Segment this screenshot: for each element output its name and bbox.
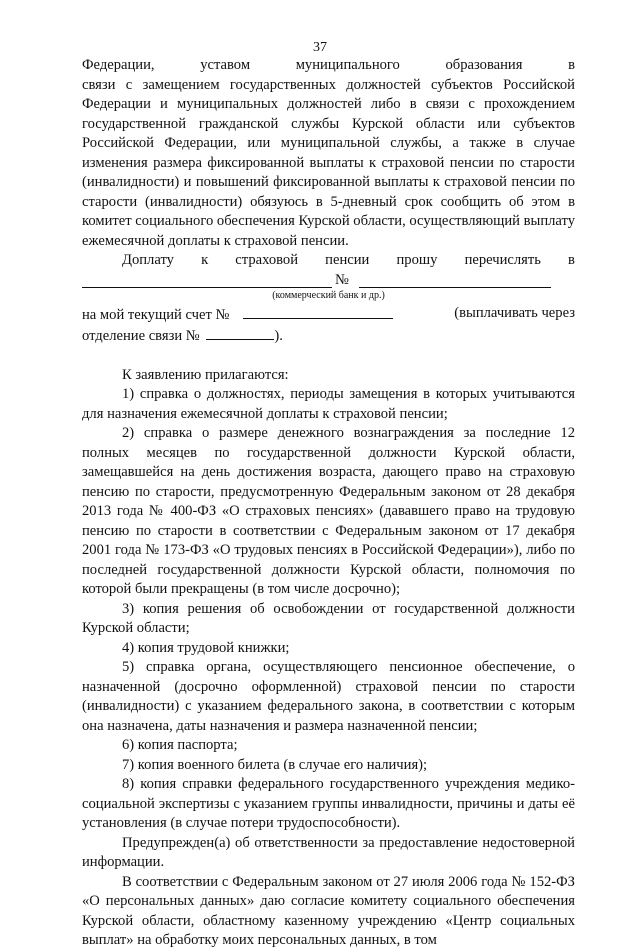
document-body (82, 56, 575, 951)
bank-number-field[interactable] (359, 271, 551, 288)
post-office-label: отделение связи № (82, 328, 200, 344)
paragraph-first-line (82, 56, 575, 76)
word: уставом (200, 57, 251, 73)
word: образования (445, 57, 523, 73)
bank-name-field[interactable] (82, 271, 332, 288)
attachment-item-5: 5) справка органа, осуществляющего пенсионное обеспечение, о назначенной (досрочно оформленной) страховой пенсии по старости (инвалидности) с указанием федерального закона, в соответствии с которым она назначена, даты назначения и размера назначенной пенсии; (82, 659, 575, 734)
attachment-item-7: 7) копия военного билета (в случае его наличия); (122, 756, 428, 773)
account-number-field[interactable] (243, 304, 393, 319)
attachment-item-4: 4) копия трудовой книжки; (122, 639, 290, 656)
post-office-field[interactable] (206, 325, 274, 340)
word: Доплату (122, 252, 174, 268)
word: Федерации, (82, 57, 155, 73)
account-line (82, 304, 575, 326)
account-payment-note: (выплачивать через (454, 304, 575, 321)
word: в (568, 252, 575, 268)
bank-field-row (82, 271, 575, 290)
word: пенсии (325, 252, 370, 268)
attachments-heading: К заявлению прилагаются: (122, 366, 289, 383)
consent-paragraph: В соответствии с Федеральным законом от 27 июля 2006 года № 152-ФЗ «О персональных данных» даю согласие комитету социального обеспечения Курской области, областному казенному учреждению «Центр социальных выплат» на обработку моих персональных данных, в том (82, 873, 575, 948)
word: муниципального (295, 57, 400, 73)
word: к (201, 252, 209, 268)
attachment-item-8: 8) копия справки федерального государственного учреждения медико-социальной экспертизы с указанием группы инвалидности, причины и даты её установления (в случае потери трудоспособности). (82, 776, 575, 831)
word: перечислять (464, 252, 541, 268)
post-office-line: отделение связи № ). (82, 325, 575, 347)
number-sign: № (335, 271, 349, 288)
attachment-item-1: 1) справка о должностях, периоды замещения в которых учитываются для назначения ежемесячной доплаты к страховой пенсии; (82, 386, 575, 422)
word: в (568, 57, 575, 73)
warning-paragraph: Предупрежден(а) об ответственности за предоставление недостоверной информации. (82, 834, 575, 870)
account-label: на мой текущий счет № (82, 306, 230, 323)
attachment-item-2: 2) справка о размере денежного вознаграждения за последние 12 полных месяцев по государственной должности Курской области, замещавшейся на день достижения возраста, дающего право на страховую пенсию по старости, предусмотренную Федеральным законом от 28 декабря 2013 года № 400-ФЗ «О страховых пенсиях» (дававшего право на трудовую пенсию по старости в соответствии с Федеральным законом от 17 декабря 2001 года № 173-ФЗ «О трудовых пенсиях в Российской Федерации»), либо по последней государственной должности Курской области, полномочия по которой были прекращены (в том числе досрочно); (82, 425, 575, 597)
attachment-item-3: 3) копия решения об освобождении от государственной должности Курской области; (82, 600, 575, 636)
word: прошу (396, 252, 438, 268)
word: страховой (235, 252, 299, 268)
page-number: 37 (313, 40, 327, 55)
attachment-item-6: 6) копия паспорта; (122, 737, 238, 753)
obligation-paragraph: связи с замещением государственных должностей субъектов Российской Федерации и муниципальных должностей либо в связи с прохождением государственной гражданской службы Курской области или субъектов Российской Федерации, или муниципальной службы, а также в случае изменения размера фиксированной выплаты к страховой пенсии по старости (инвалидности) и повышений фиксированной выплаты к страховой пенсии по старости (инвалидности) обязуюсь в 5-дневный срок сообщить об этом в комитет социального обеспечения Курской области, осуществляющий выплату ежемесячной доплаты к страховой пенсии. (82, 76, 576, 249)
bank-caption: (коммерческий банк и др.) (272, 289, 385, 301)
transfer-request-line (82, 251, 575, 271)
